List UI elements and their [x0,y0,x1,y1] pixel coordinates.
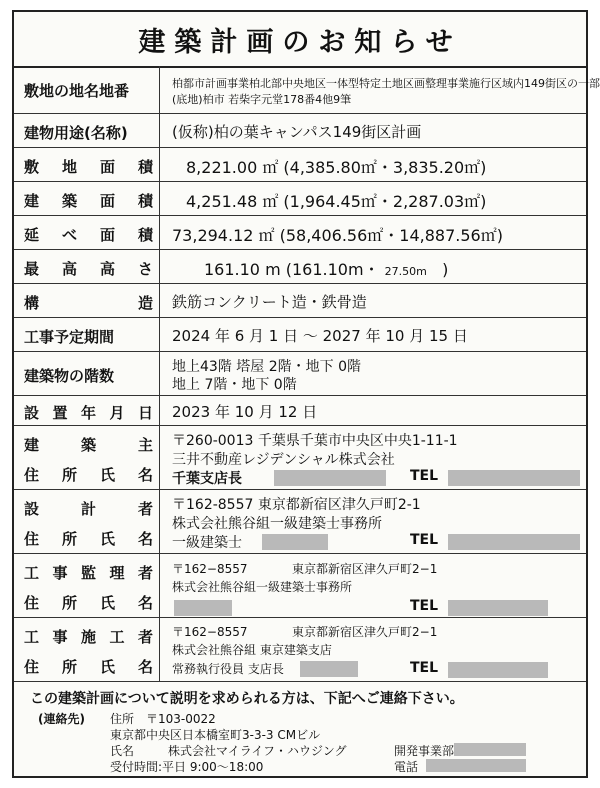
lot-line2: (底地)柏市 若柴字元堂178番4他9筆 [172,93,352,106]
contractor-tel-label: TEL [410,660,439,676]
designer-company: 株式会社熊谷組一級建築士事務所 [172,516,382,532]
site-area-value: 8,221.00 ㎡ (4,385.80㎡・3,835.20㎡) [186,158,487,177]
row-structure [14,284,586,318]
label-contractor-address: 住 所 氏 名 [24,658,153,676]
label-structure: 構 造 [24,294,153,312]
contact-notice: この建築計画について説明を求められる方は、下記へご連絡下さい。 [30,691,464,707]
owner-company: 三井不動産レジデンシャル株式会社 [172,452,395,468]
row-site-area [14,148,586,182]
floor-area-value: 73,294.12 ㎡ (58,406.56㎡・14,887.56㎡) [172,226,503,245]
period-value: 2024 年 6 月 1 日 ～ 2027 年 10 月 15 日 [172,327,468,345]
lot-line1: 柏都市計画事業柏北部中央地区一体型特定土地区画整理事業施行区域内149街区の一部 [172,77,600,90]
name-label: 氏名 [110,744,135,758]
label-period: 工事予定期間 [24,328,115,346]
label-setup-date: 設 置 年 月 日 [24,404,153,422]
redacted-contractor-tel [448,662,548,678]
label-designer-address: 住 所 氏 名 [24,530,153,548]
contractor-zip: 〒162−8557 [172,625,248,639]
designer-tel-label: TEL [410,532,439,548]
supervisor-tel-label: TEL [410,598,439,614]
redacted-contact-phone [426,759,526,772]
contractor-company: 株式会社熊谷組 東京建築支店 [172,643,332,657]
label-lot: 敷地の地名地番 [24,82,130,100]
building-area-value: 4,251.48 ㎡ (1,964.45㎡・2,287.03㎡) [186,192,487,211]
floors-line1: 地上43階 塔屋 2階・地下 0階 [172,359,361,375]
supervisor-address: 東京都新宿区津久戸町2−1 [292,562,438,576]
contact-dept: 開発事業部 [394,744,455,758]
label-building-area: 建 築 面 積 [24,192,153,210]
label-owner: 建 築 主 [24,436,153,454]
label-contractor: 工 事 施 工 者 [24,628,153,646]
owner-address: 〒260-0013 千葉県千葉市中央区中央1-11-1 [172,433,458,449]
owner-tel-label: TEL [410,468,439,484]
row-height [14,250,586,284]
designer-title: 一級建築士 [172,535,242,551]
redacted-contractor-name [300,661,358,677]
redacted-contact-person [454,743,526,756]
setup-date-value: 2023 年 10 月 12 日 [172,403,318,421]
designer-address: 〒162-8557 東京都新宿区津久戸町2-1 [172,497,421,513]
address-label: 住所 [110,712,135,726]
redacted-designer-name [262,534,328,550]
contact-footer [14,682,586,778]
row-contractor [14,618,586,682]
row-floor-area [14,216,586,250]
redacted-designer-tel [448,534,580,550]
label-site-area: 敷 地 面 積 [24,158,153,176]
height-value: 161.10 m (161.10m・ 27.50m ) [204,260,449,279]
row-setup-date [14,396,586,426]
label-floor-area: 延 べ 面 積 [24,226,153,244]
redacted-supervisor-tel [448,600,548,616]
label-floors: 建築物の階数 [24,367,115,385]
row-owner [14,426,586,490]
contact-label: (連絡先) [38,712,85,726]
redacted-owner-name [274,470,386,486]
contact-hours: 受付時間:平日 9:00～18:00 [110,760,264,774]
label-height: 最 高 高 さ [24,260,153,278]
redacted-supervisor-name [174,600,232,616]
row-designer [14,490,586,554]
label-use: 建物用途(名称) [24,124,128,142]
row-lot [14,66,600,114]
contact-zip: 〒103-0022 [146,712,216,726]
phone-label: 電話 [394,760,419,774]
structure-value: 鉄筋コンクリート造・鉄骨造 [172,293,367,311]
redacted-owner-tel [448,470,580,486]
contractor-title: 常務執行役員 支店長 [172,662,284,676]
supervisor-company: 株式会社熊谷組一級建築士事務所 [172,580,353,594]
row-supervisor [14,554,586,618]
contact-company: 株式会社マイライフ・ハウジング [168,744,347,758]
label-supervisor: 工 事 監 理 者 [24,564,153,582]
label-designer: 設 計 者 [24,500,153,518]
row-period [14,318,586,352]
contractor-address: 東京都新宿区津久戸町2−1 [292,625,438,639]
label-supervisor-address: 住 所 氏 名 [24,594,153,612]
row-building-area [14,182,586,216]
floors-line2: 地上 7階・地下 0階 [172,377,297,393]
contact-address: 東京都中央区日本橋室町3-3-3 CMビル [110,728,321,742]
use-value: (仮称)柏の葉キャンパス149街区計画 [172,123,422,141]
notice-title: 建築計画のお知らせ [14,12,586,68]
row-floors [14,352,586,396]
row-use [14,114,586,148]
owner-title: 千葉支店長 [172,471,242,487]
label-owner-address: 住 所 氏 名 [24,466,153,484]
notice-board [12,10,600,778]
supervisor-zip: 〒162−8557 [172,562,248,576]
